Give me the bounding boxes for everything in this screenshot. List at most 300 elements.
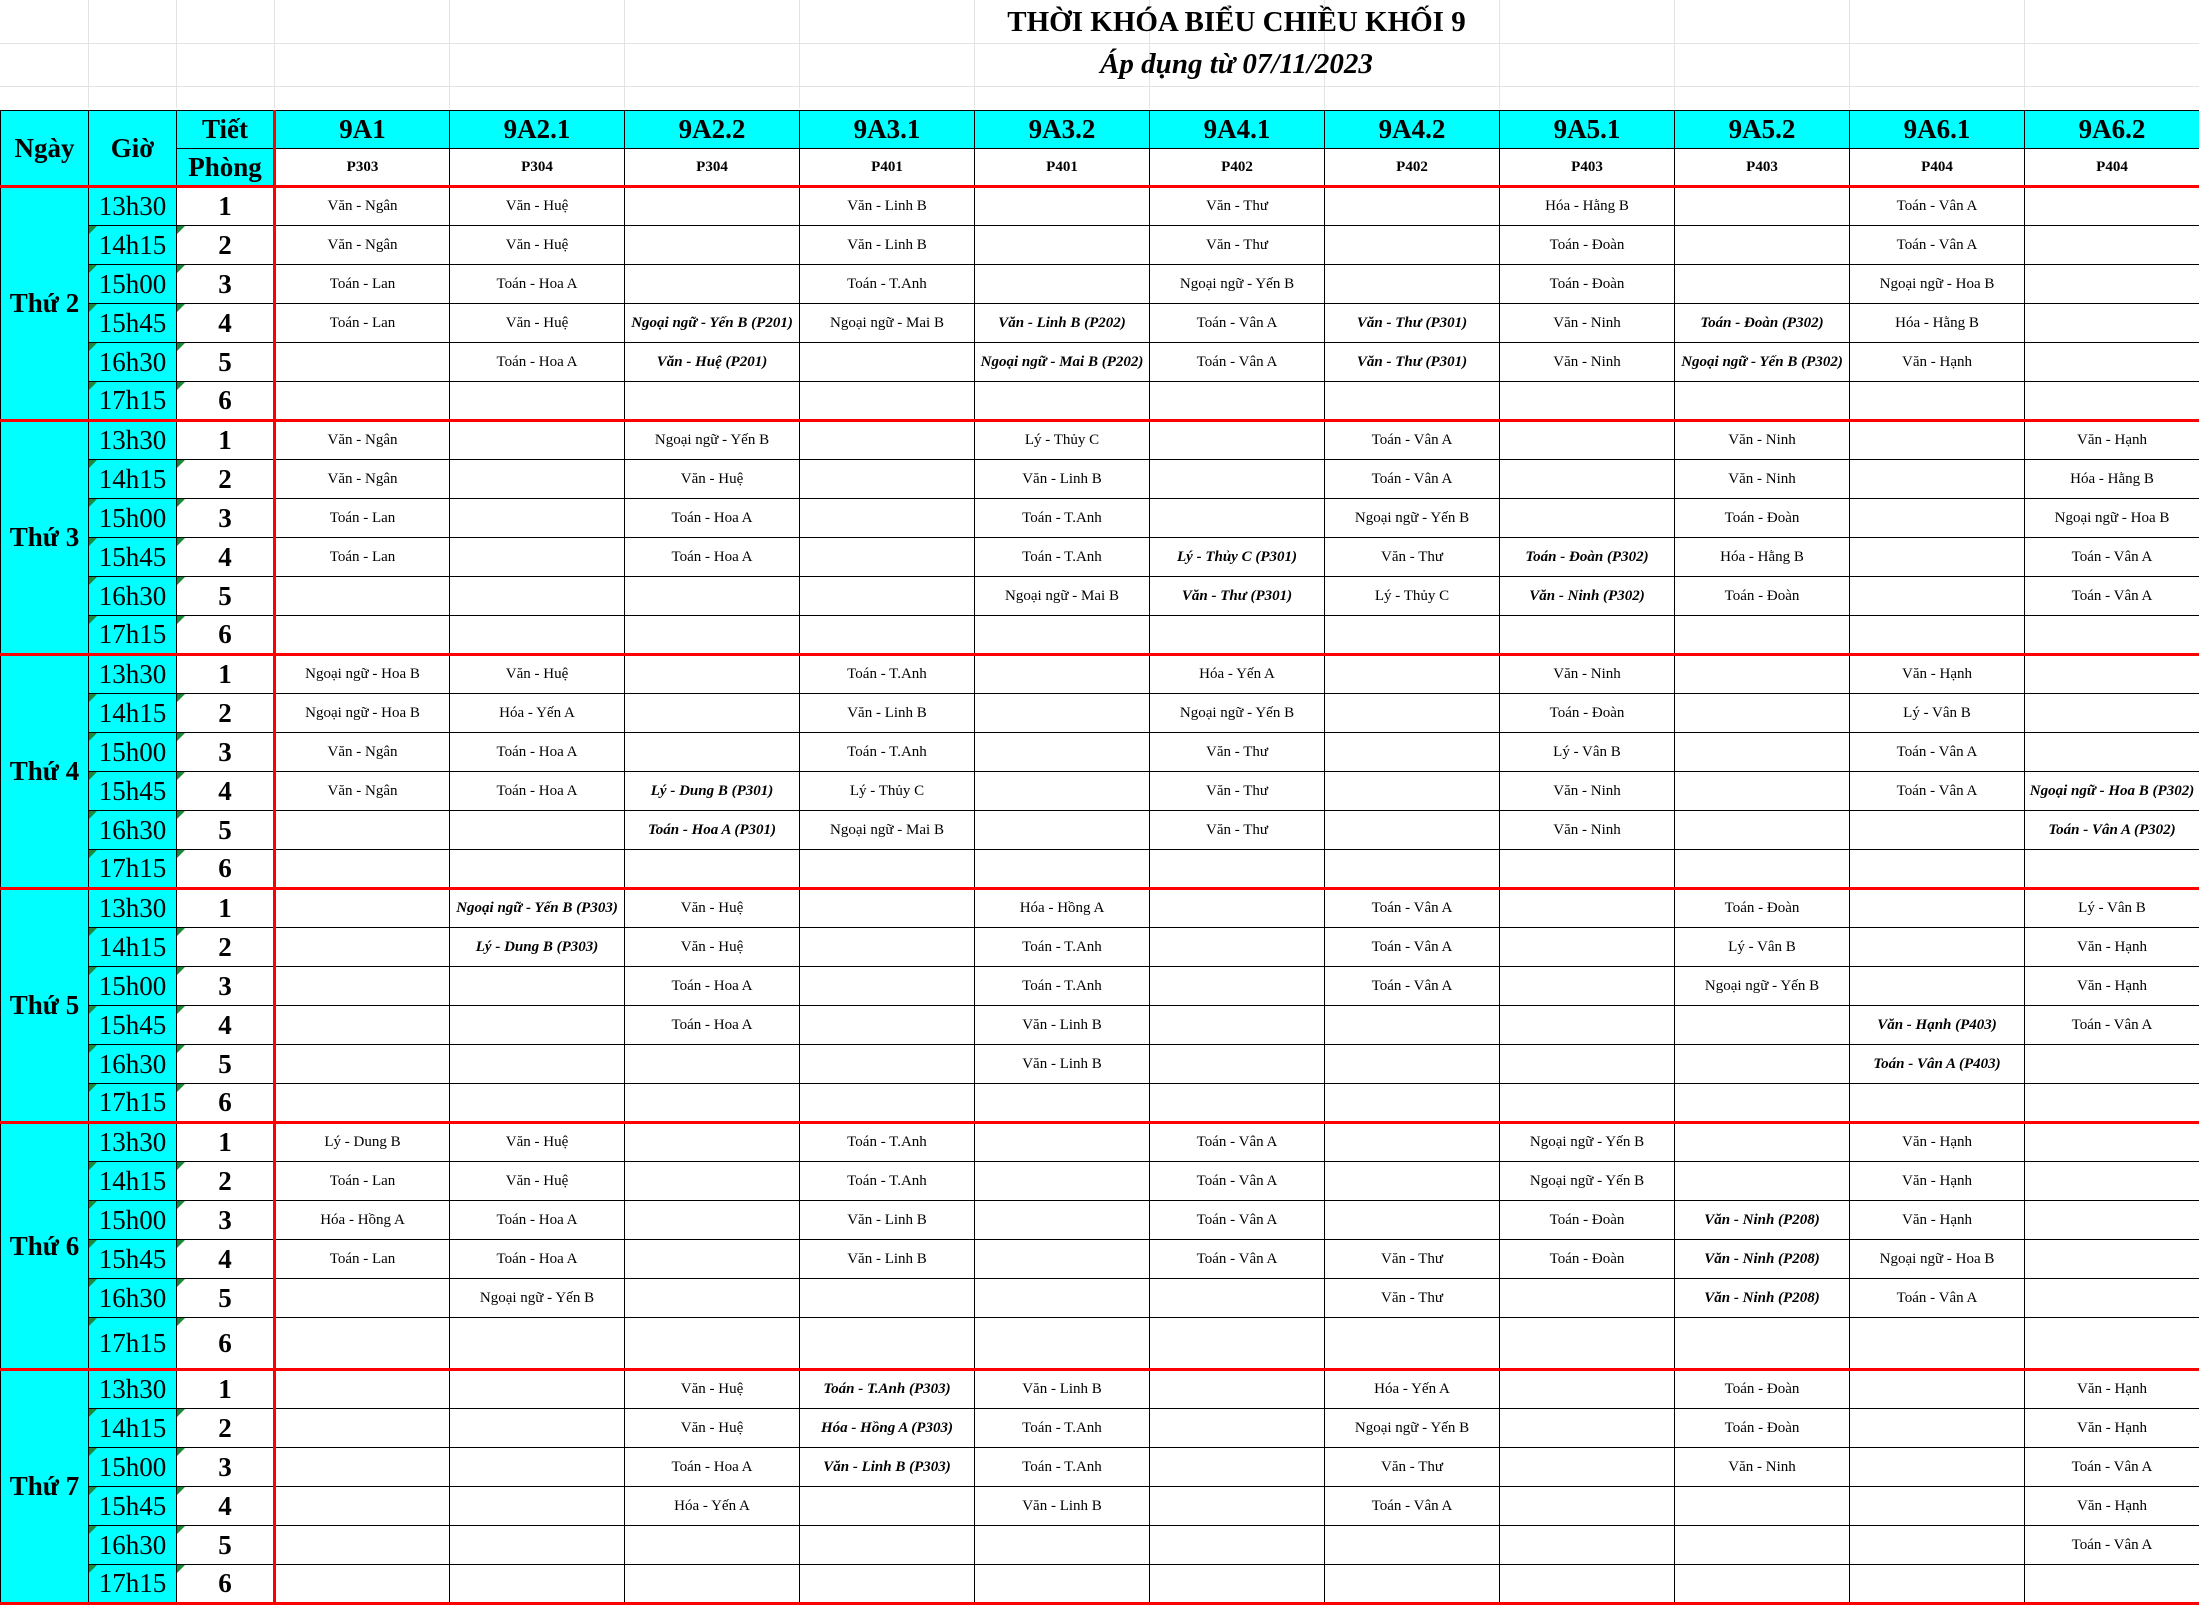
schedule-cell bbox=[975, 1318, 1150, 1370]
schedule-row bbox=[1, 655, 2199, 694]
schedule-cell bbox=[1675, 772, 1850, 811]
schedule-cell: Văn - Huệ bbox=[625, 1409, 800, 1448]
schedule-row bbox=[1, 850, 2199, 889]
schedule-cell bbox=[1850, 577, 2025, 616]
time-slot: 13h30 bbox=[89, 1123, 177, 1162]
schedule-cell bbox=[1500, 1565, 1675, 1604]
schedule-cell bbox=[450, 577, 625, 616]
schedule-cell bbox=[450, 382, 625, 421]
schedule-cell bbox=[1150, 889, 1325, 928]
period-number: 4 bbox=[177, 304, 275, 343]
schedule-cell bbox=[1500, 1487, 1675, 1526]
schedule-cell bbox=[1500, 1448, 1675, 1487]
time-slot: 15h45 bbox=[89, 1240, 177, 1279]
schedule-cell bbox=[2025, 850, 2199, 889]
schedule-cell: Toán - T.Anh bbox=[800, 733, 975, 772]
period-number: 6 bbox=[177, 1084, 275, 1123]
period-number: 4 bbox=[177, 1006, 275, 1045]
schedule-cell: Toán - Hoa A bbox=[625, 967, 800, 1006]
schedule-cell: Văn - Hạnh bbox=[1850, 655, 2025, 694]
schedule-cell bbox=[450, 616, 625, 655]
cell-marker-icon bbox=[89, 577, 97, 585]
cell-marker-icon bbox=[89, 499, 97, 507]
schedule-cell: Văn - Ninh bbox=[1675, 421, 1850, 460]
schedule-cell bbox=[625, 187, 800, 226]
schedule-cell: Toán - Vân A bbox=[1325, 460, 1500, 499]
schedule-cell bbox=[1150, 1279, 1325, 1318]
time-slot: 15h00 bbox=[89, 1201, 177, 1240]
schedule-cell bbox=[625, 382, 800, 421]
schedule-cell bbox=[625, 1201, 800, 1240]
schedule-cell: Toán - Vân A bbox=[1850, 733, 2025, 772]
schedule-cell: Lý - Thủy C bbox=[975, 421, 1150, 460]
cell-marker-icon bbox=[89, 382, 97, 390]
schedule-cell bbox=[450, 499, 625, 538]
schedule-cell: Ngoại ngữ - Mai B bbox=[800, 811, 975, 850]
schedule-cell bbox=[275, 1006, 450, 1045]
cell-marker-icon bbox=[177, 1448, 185, 1456]
schedule-cell bbox=[1500, 1526, 1675, 1565]
schedule-cell: Văn - Ninh (P302) bbox=[1500, 577, 1675, 616]
time-slot: 15h45 bbox=[89, 538, 177, 577]
schedule-cell bbox=[450, 538, 625, 577]
schedule-cell: Toán - T.Anh bbox=[975, 967, 1150, 1006]
time-slot: 16h30 bbox=[89, 1045, 177, 1084]
day-label: Thứ 4 bbox=[1, 655, 89, 889]
schedule-cell: Toán - T.Anh bbox=[975, 538, 1150, 577]
day-label: Thứ 3 bbox=[1, 421, 89, 655]
schedule-cell: Văn - Linh B bbox=[975, 1487, 1150, 1526]
schedule-cell bbox=[450, 1084, 625, 1123]
schedule-cell: Văn - Linh B bbox=[800, 187, 975, 226]
cell-marker-icon bbox=[177, 460, 185, 468]
class-header: 9A5.2 bbox=[1675, 111, 1850, 149]
schedule-cell: Văn - Huệ (P201) bbox=[625, 343, 800, 382]
schedule-cell bbox=[1325, 226, 1500, 265]
period-number: 1 bbox=[177, 421, 275, 460]
schedule-cell bbox=[1500, 1279, 1675, 1318]
schedule-cell: Toán - Đoàn (P302) bbox=[1500, 538, 1675, 577]
schedule-cell: Toán - Vân A bbox=[1150, 343, 1325, 382]
schedule-cell bbox=[1150, 460, 1325, 499]
cell-marker-icon bbox=[177, 538, 185, 546]
period-number: 2 bbox=[177, 460, 275, 499]
schedule-cell: Văn - Hạnh bbox=[2025, 1487, 2199, 1526]
schedule-cell bbox=[275, 1279, 450, 1318]
schedule-cell: Lý - Thủy C bbox=[1325, 577, 1500, 616]
schedule-cell bbox=[275, 1084, 450, 1123]
schedule-cell: Toán - Đoàn bbox=[1675, 1409, 1850, 1448]
schedule-cell: Toán - T.Anh bbox=[800, 1123, 975, 1162]
cell-marker-icon bbox=[177, 1565, 185, 1573]
schedule-cell bbox=[1150, 967, 1325, 1006]
schedule-row bbox=[1, 1487, 2199, 1526]
schedule-cell: Toán - T.Anh bbox=[800, 655, 975, 694]
cell-marker-icon bbox=[89, 1084, 97, 1092]
schedule-cell: Ngoại ngữ - Hoa B bbox=[2025, 499, 2199, 538]
schedule-cell: Văn - Linh B (P303) bbox=[800, 1448, 975, 1487]
schedule-cell bbox=[975, 1279, 1150, 1318]
schedule-cell bbox=[1675, 655, 1850, 694]
schedule-cell: Ngoại ngữ - Yến B bbox=[625, 421, 800, 460]
schedule-cell: Toán - Hoa A bbox=[625, 1006, 800, 1045]
schedule-cell bbox=[800, 1487, 975, 1526]
schedule-cell: Toán - Đoàn bbox=[1675, 577, 1850, 616]
cell-marker-icon bbox=[89, 1045, 97, 1053]
schedule-cell: Ngoại ngữ - Hoa B bbox=[1850, 1240, 2025, 1279]
schedule-cell bbox=[275, 928, 450, 967]
schedule-cell: Văn - Linh B bbox=[975, 1006, 1150, 1045]
schedule-cell: Ngoại ngữ - Yến B (P302) bbox=[1675, 343, 1850, 382]
schedule-cell: Toán - Đoàn bbox=[1500, 1201, 1675, 1240]
schedule-cell: Toán - Vân A bbox=[1850, 187, 2025, 226]
schedule-cell: Toán - Hoa A bbox=[625, 1448, 800, 1487]
class-header: 9A6.2 bbox=[2025, 111, 2199, 149]
header-period: Tiết bbox=[177, 111, 275, 149]
schedule-cell bbox=[800, 1318, 975, 1370]
schedule-cell bbox=[1850, 538, 2025, 577]
schedule-cell: Hóa - Hồng A bbox=[975, 889, 1150, 928]
period-number: 3 bbox=[177, 967, 275, 1006]
cell-marker-icon bbox=[89, 616, 97, 624]
schedule-cell bbox=[975, 1565, 1150, 1604]
schedule-cell bbox=[2025, 1318, 2199, 1370]
schedule-cell: Lý - Vân B bbox=[1675, 928, 1850, 967]
schedule-cell bbox=[800, 928, 975, 967]
schedule-cell bbox=[1675, 382, 1850, 421]
schedule-cell: Ngoại ngữ - Yến B (P201) bbox=[625, 304, 800, 343]
class-room: P401 bbox=[800, 149, 975, 187]
schedule-cell: Toán - Hoa A bbox=[450, 265, 625, 304]
schedule-cell bbox=[975, 616, 1150, 655]
schedule-cell bbox=[800, 460, 975, 499]
schedule-cell bbox=[1675, 226, 1850, 265]
schedule-cell bbox=[1675, 616, 1850, 655]
time-slot: 15h00 bbox=[89, 1448, 177, 1487]
cell-marker-icon bbox=[89, 1526, 97, 1534]
schedule-cell bbox=[800, 577, 975, 616]
schedule-cell bbox=[800, 382, 975, 421]
period-number: 6 bbox=[177, 616, 275, 655]
cell-marker-icon bbox=[89, 1565, 97, 1573]
schedule-cell bbox=[450, 1409, 625, 1448]
schedule-cell: Toán - Hoa A (P301) bbox=[625, 811, 800, 850]
schedule-cell bbox=[1850, 811, 2025, 850]
class-room: P303 bbox=[275, 149, 450, 187]
header-day: Ngày bbox=[1, 111, 89, 187]
schedule-cell: Ngoại ngữ - Hoa B (P302) bbox=[2025, 772, 2199, 811]
schedule-cell bbox=[2025, 1201, 2199, 1240]
schedule-cell bbox=[2025, 1162, 2199, 1201]
header-time: Giờ bbox=[89, 111, 177, 187]
schedule-row bbox=[1, 694, 2199, 733]
schedule-cell bbox=[1850, 1487, 2025, 1526]
schedule-cell: Toán - Vân A bbox=[1325, 1487, 1500, 1526]
schedule-cell bbox=[975, 1526, 1150, 1565]
schedule-cell bbox=[275, 577, 450, 616]
schedule-cell bbox=[1325, 1006, 1500, 1045]
schedule-cell bbox=[800, 343, 975, 382]
schedule-cell: Văn - Linh B bbox=[975, 1370, 1150, 1409]
gridline bbox=[88, 0, 89, 108]
schedule-cell: Toán - Đoàn bbox=[1675, 499, 1850, 538]
schedule-cell: Văn - Thư bbox=[1150, 811, 1325, 850]
schedule-cell bbox=[1675, 850, 1850, 889]
schedule-cell bbox=[1500, 1084, 1675, 1123]
schedule-cell bbox=[1325, 850, 1500, 889]
schedule-cell: Toán - Vân A bbox=[1150, 1123, 1325, 1162]
schedule-cell bbox=[275, 1045, 450, 1084]
schedule-cell bbox=[1325, 1565, 1500, 1604]
schedule-cell bbox=[1675, 1565, 1850, 1604]
schedule-row bbox=[1, 1565, 2199, 1604]
schedule-row bbox=[1, 1162, 2199, 1201]
schedule-cell bbox=[1325, 733, 1500, 772]
schedule-cell: Hóa - Hồng A (P303) bbox=[800, 1409, 975, 1448]
schedule-cell bbox=[275, 889, 450, 928]
schedule-cell: Toán - Vân A bbox=[1150, 1240, 1325, 1279]
schedule-cell: Văn - Hạnh bbox=[1850, 343, 2025, 382]
period-number: 6 bbox=[177, 382, 275, 421]
period-number: 6 bbox=[177, 1318, 275, 1370]
class-header: 9A3.2 bbox=[975, 111, 1150, 149]
schedule-cell: Ngoại ngữ - Yến B bbox=[1500, 1162, 1675, 1201]
schedule-cell: Toán - Hoa A bbox=[625, 538, 800, 577]
schedule-cell bbox=[1150, 1409, 1325, 1448]
schedule-cell bbox=[1850, 1409, 2025, 1448]
schedule-cell bbox=[450, 1318, 625, 1370]
schedule-cell: Văn - Linh B bbox=[975, 460, 1150, 499]
schedule-cell: Toán - Vân A bbox=[2025, 1006, 2199, 1045]
time-slot: 17h15 bbox=[89, 1565, 177, 1604]
schedule-cell bbox=[1325, 1045, 1500, 1084]
cell-marker-icon bbox=[177, 967, 185, 975]
schedule-cell: Văn - Ngân bbox=[275, 772, 450, 811]
period-number: 2 bbox=[177, 928, 275, 967]
schedule-cell bbox=[1850, 1448, 2025, 1487]
schedule-row bbox=[1, 1201, 2199, 1240]
schedule-row bbox=[1, 1084, 2199, 1123]
schedule-cell: Văn - Ninh bbox=[1500, 304, 1675, 343]
schedule-cell bbox=[450, 1565, 625, 1604]
gridline bbox=[176, 0, 177, 108]
cell-marker-icon bbox=[89, 1240, 97, 1248]
schedule-cell bbox=[1675, 694, 1850, 733]
schedule-cell: Văn - Thư bbox=[1325, 1279, 1500, 1318]
class-header: 9A4.1 bbox=[1150, 111, 1325, 149]
schedule-row bbox=[1, 1240, 2199, 1279]
schedule-cell bbox=[1850, 499, 2025, 538]
cell-marker-icon bbox=[177, 811, 185, 819]
cell-marker-icon bbox=[177, 265, 185, 273]
schedule-cell bbox=[975, 694, 1150, 733]
day-label: Thứ 7 bbox=[1, 1370, 89, 1604]
schedule-cell bbox=[625, 1526, 800, 1565]
schedule-cell: Toán - Hoa A bbox=[450, 772, 625, 811]
cell-marker-icon bbox=[89, 772, 97, 780]
cell-marker-icon bbox=[177, 1045, 185, 1053]
schedule-cell: Văn - Linh B (P202) bbox=[975, 304, 1150, 343]
schedule-cell: Văn - Ninh bbox=[1500, 343, 1675, 382]
schedule-cell bbox=[450, 1370, 625, 1409]
cell-marker-icon bbox=[177, 1201, 185, 1209]
schedule-cell bbox=[1325, 1318, 1500, 1370]
schedule-cell: Toán - Vân A bbox=[2025, 538, 2199, 577]
schedule-cell: Toán - Hoa A bbox=[450, 1201, 625, 1240]
schedule-cell: Văn - Huệ bbox=[625, 889, 800, 928]
schedule-cell bbox=[450, 1526, 625, 1565]
schedule-cell bbox=[800, 889, 975, 928]
time-slot: 15h45 bbox=[89, 1006, 177, 1045]
schedule-cell: Văn - Thư (P301) bbox=[1150, 577, 1325, 616]
schedule-cell bbox=[2025, 1279, 2199, 1318]
time-slot: 17h15 bbox=[89, 1318, 177, 1370]
time-slot: 14h15 bbox=[89, 928, 177, 967]
cell-marker-icon bbox=[89, 811, 97, 819]
period-number: 2 bbox=[177, 1162, 275, 1201]
schedule-cell: Toán - Đoàn bbox=[1675, 1370, 1850, 1409]
schedule-cell: Văn - Huệ bbox=[450, 226, 625, 265]
period-number: 5 bbox=[177, 577, 275, 616]
schedule-cell: Toán - Vân A bbox=[2025, 1526, 2199, 1565]
schedule-cell: Hóa - Hằng B bbox=[1850, 304, 2025, 343]
schedule-cell: Văn - Ninh bbox=[1675, 1448, 1850, 1487]
schedule-cell: Hóa - Yến A bbox=[1150, 655, 1325, 694]
period-number: 4 bbox=[177, 772, 275, 811]
schedule-cell: Lý - Dung B bbox=[275, 1123, 450, 1162]
schedule-cell bbox=[275, 616, 450, 655]
period-number: 5 bbox=[177, 1526, 275, 1565]
schedule-row bbox=[1, 928, 2199, 967]
schedule-row bbox=[1, 772, 2199, 811]
cell-marker-icon bbox=[89, 1409, 97, 1417]
schedule-cell bbox=[800, 1526, 975, 1565]
schedule-cell bbox=[800, 616, 975, 655]
time-slot: 16h30 bbox=[89, 577, 177, 616]
schedule-cell bbox=[275, 967, 450, 1006]
schedule-cell bbox=[450, 1487, 625, 1526]
schedule-cell bbox=[800, 538, 975, 577]
schedule-cell bbox=[800, 1084, 975, 1123]
cell-marker-icon bbox=[89, 343, 97, 351]
schedule-cell: Toán - Lan bbox=[275, 1162, 450, 1201]
schedule-cell bbox=[1500, 1409, 1675, 1448]
schedule-cell bbox=[975, 187, 1150, 226]
schedule-cell: Văn - Ngân bbox=[275, 226, 450, 265]
period-number: 5 bbox=[177, 343, 275, 382]
schedule-cell bbox=[625, 265, 800, 304]
cell-marker-icon bbox=[89, 460, 97, 468]
schedule-cell bbox=[625, 1565, 800, 1604]
cell-marker-icon bbox=[177, 1240, 185, 1248]
schedule-cell: Ngoại ngữ - Yến B bbox=[1150, 694, 1325, 733]
time-slot: 15h45 bbox=[89, 304, 177, 343]
schedule-cell: Văn - Huệ bbox=[625, 1370, 800, 1409]
schedule-cell: Toán - Vân A bbox=[1150, 1162, 1325, 1201]
schedule-cell: Văn - Ninh bbox=[1500, 811, 1675, 850]
schedule-cell bbox=[450, 967, 625, 1006]
class-header: 9A2.1 bbox=[450, 111, 625, 149]
schedule-row bbox=[1, 343, 2199, 382]
header-room: Phòng bbox=[177, 149, 275, 187]
schedule-row bbox=[1, 967, 2199, 1006]
period-number: 1 bbox=[177, 1123, 275, 1162]
schedule-cell: Văn - Huệ bbox=[450, 187, 625, 226]
schedule-cell: Văn - Hạnh bbox=[1850, 1123, 2025, 1162]
schedule-cell bbox=[1325, 1084, 1500, 1123]
schedule-cell bbox=[1150, 421, 1325, 460]
time-slot: 16h30 bbox=[89, 1526, 177, 1565]
cell-marker-icon bbox=[177, 1409, 185, 1417]
schedule-row bbox=[1, 577, 2199, 616]
time-slot: 15h00 bbox=[89, 967, 177, 1006]
schedule-cell: Văn - Thư (P301) bbox=[1325, 304, 1500, 343]
schedule-cell: Văn - Ninh (P208) bbox=[1675, 1279, 1850, 1318]
schedule-cell bbox=[1150, 1045, 1325, 1084]
schedule-subtitle: Áp dụng từ 07/11/2023 bbox=[1100, 48, 1373, 80]
time-slot: 14h15 bbox=[89, 694, 177, 733]
schedule-cell: Hóa - Yến A bbox=[450, 694, 625, 733]
schedule-cell bbox=[1675, 1084, 1850, 1123]
schedule-cell bbox=[2025, 1240, 2199, 1279]
cell-marker-icon bbox=[177, 1006, 185, 1014]
schedule-cell bbox=[1325, 811, 1500, 850]
schedule-row bbox=[1, 1318, 2199, 1370]
cell-marker-icon bbox=[177, 1084, 185, 1092]
class-room: P402 bbox=[1150, 149, 1325, 187]
period-number: 4 bbox=[177, 538, 275, 577]
cell-marker-icon bbox=[177, 343, 185, 351]
schedule-cell bbox=[1675, 811, 1850, 850]
day-label: Thứ 6 bbox=[1, 1123, 89, 1370]
schedule-cell: Văn - Thư bbox=[1325, 538, 1500, 577]
schedule-cell bbox=[450, 850, 625, 889]
schedule-cell bbox=[975, 655, 1150, 694]
schedule-cell: Hóa - Hồng A bbox=[275, 1201, 450, 1240]
schedule-cell bbox=[1325, 694, 1500, 733]
schedule-cell bbox=[2025, 265, 2199, 304]
schedule-cell: Hóa - Hằng B bbox=[1675, 538, 1850, 577]
gridline bbox=[0, 43, 2199, 44]
schedule-cell: Toán - Lan bbox=[275, 538, 450, 577]
schedule-cell: Toán - Vân A bbox=[1850, 772, 2025, 811]
period-number: 1 bbox=[177, 1370, 275, 1409]
schedule-cell: Văn - Huệ bbox=[450, 1123, 625, 1162]
schedule-cell: Văn - Huệ bbox=[450, 304, 625, 343]
schedule-cell bbox=[1500, 499, 1675, 538]
cell-marker-icon bbox=[89, 694, 97, 702]
schedule-cell: Văn - Thư (P301) bbox=[1325, 343, 1500, 382]
cell-marker-icon bbox=[89, 1162, 97, 1170]
schedule-row bbox=[1, 460, 2199, 499]
schedule-cell bbox=[800, 499, 975, 538]
class-room: P404 bbox=[1850, 149, 2025, 187]
schedule-cell: Văn - Thư bbox=[1325, 1448, 1500, 1487]
schedule-cell: Văn - Ngân bbox=[275, 421, 450, 460]
schedule-cell: Văn - Huệ bbox=[450, 1162, 625, 1201]
schedule-cell: Văn - Hạnh bbox=[2025, 1370, 2199, 1409]
cell-marker-icon bbox=[177, 226, 185, 234]
time-slot: 17h15 bbox=[89, 616, 177, 655]
time-slot: 15h45 bbox=[89, 1487, 177, 1526]
period-number: 6 bbox=[177, 850, 275, 889]
schedule-cell bbox=[1675, 265, 1850, 304]
schedule-cell bbox=[1150, 499, 1325, 538]
cell-marker-icon bbox=[177, 616, 185, 624]
cell-marker-icon bbox=[177, 694, 185, 702]
schedule-cell bbox=[275, 343, 450, 382]
schedule-cell bbox=[1325, 187, 1500, 226]
